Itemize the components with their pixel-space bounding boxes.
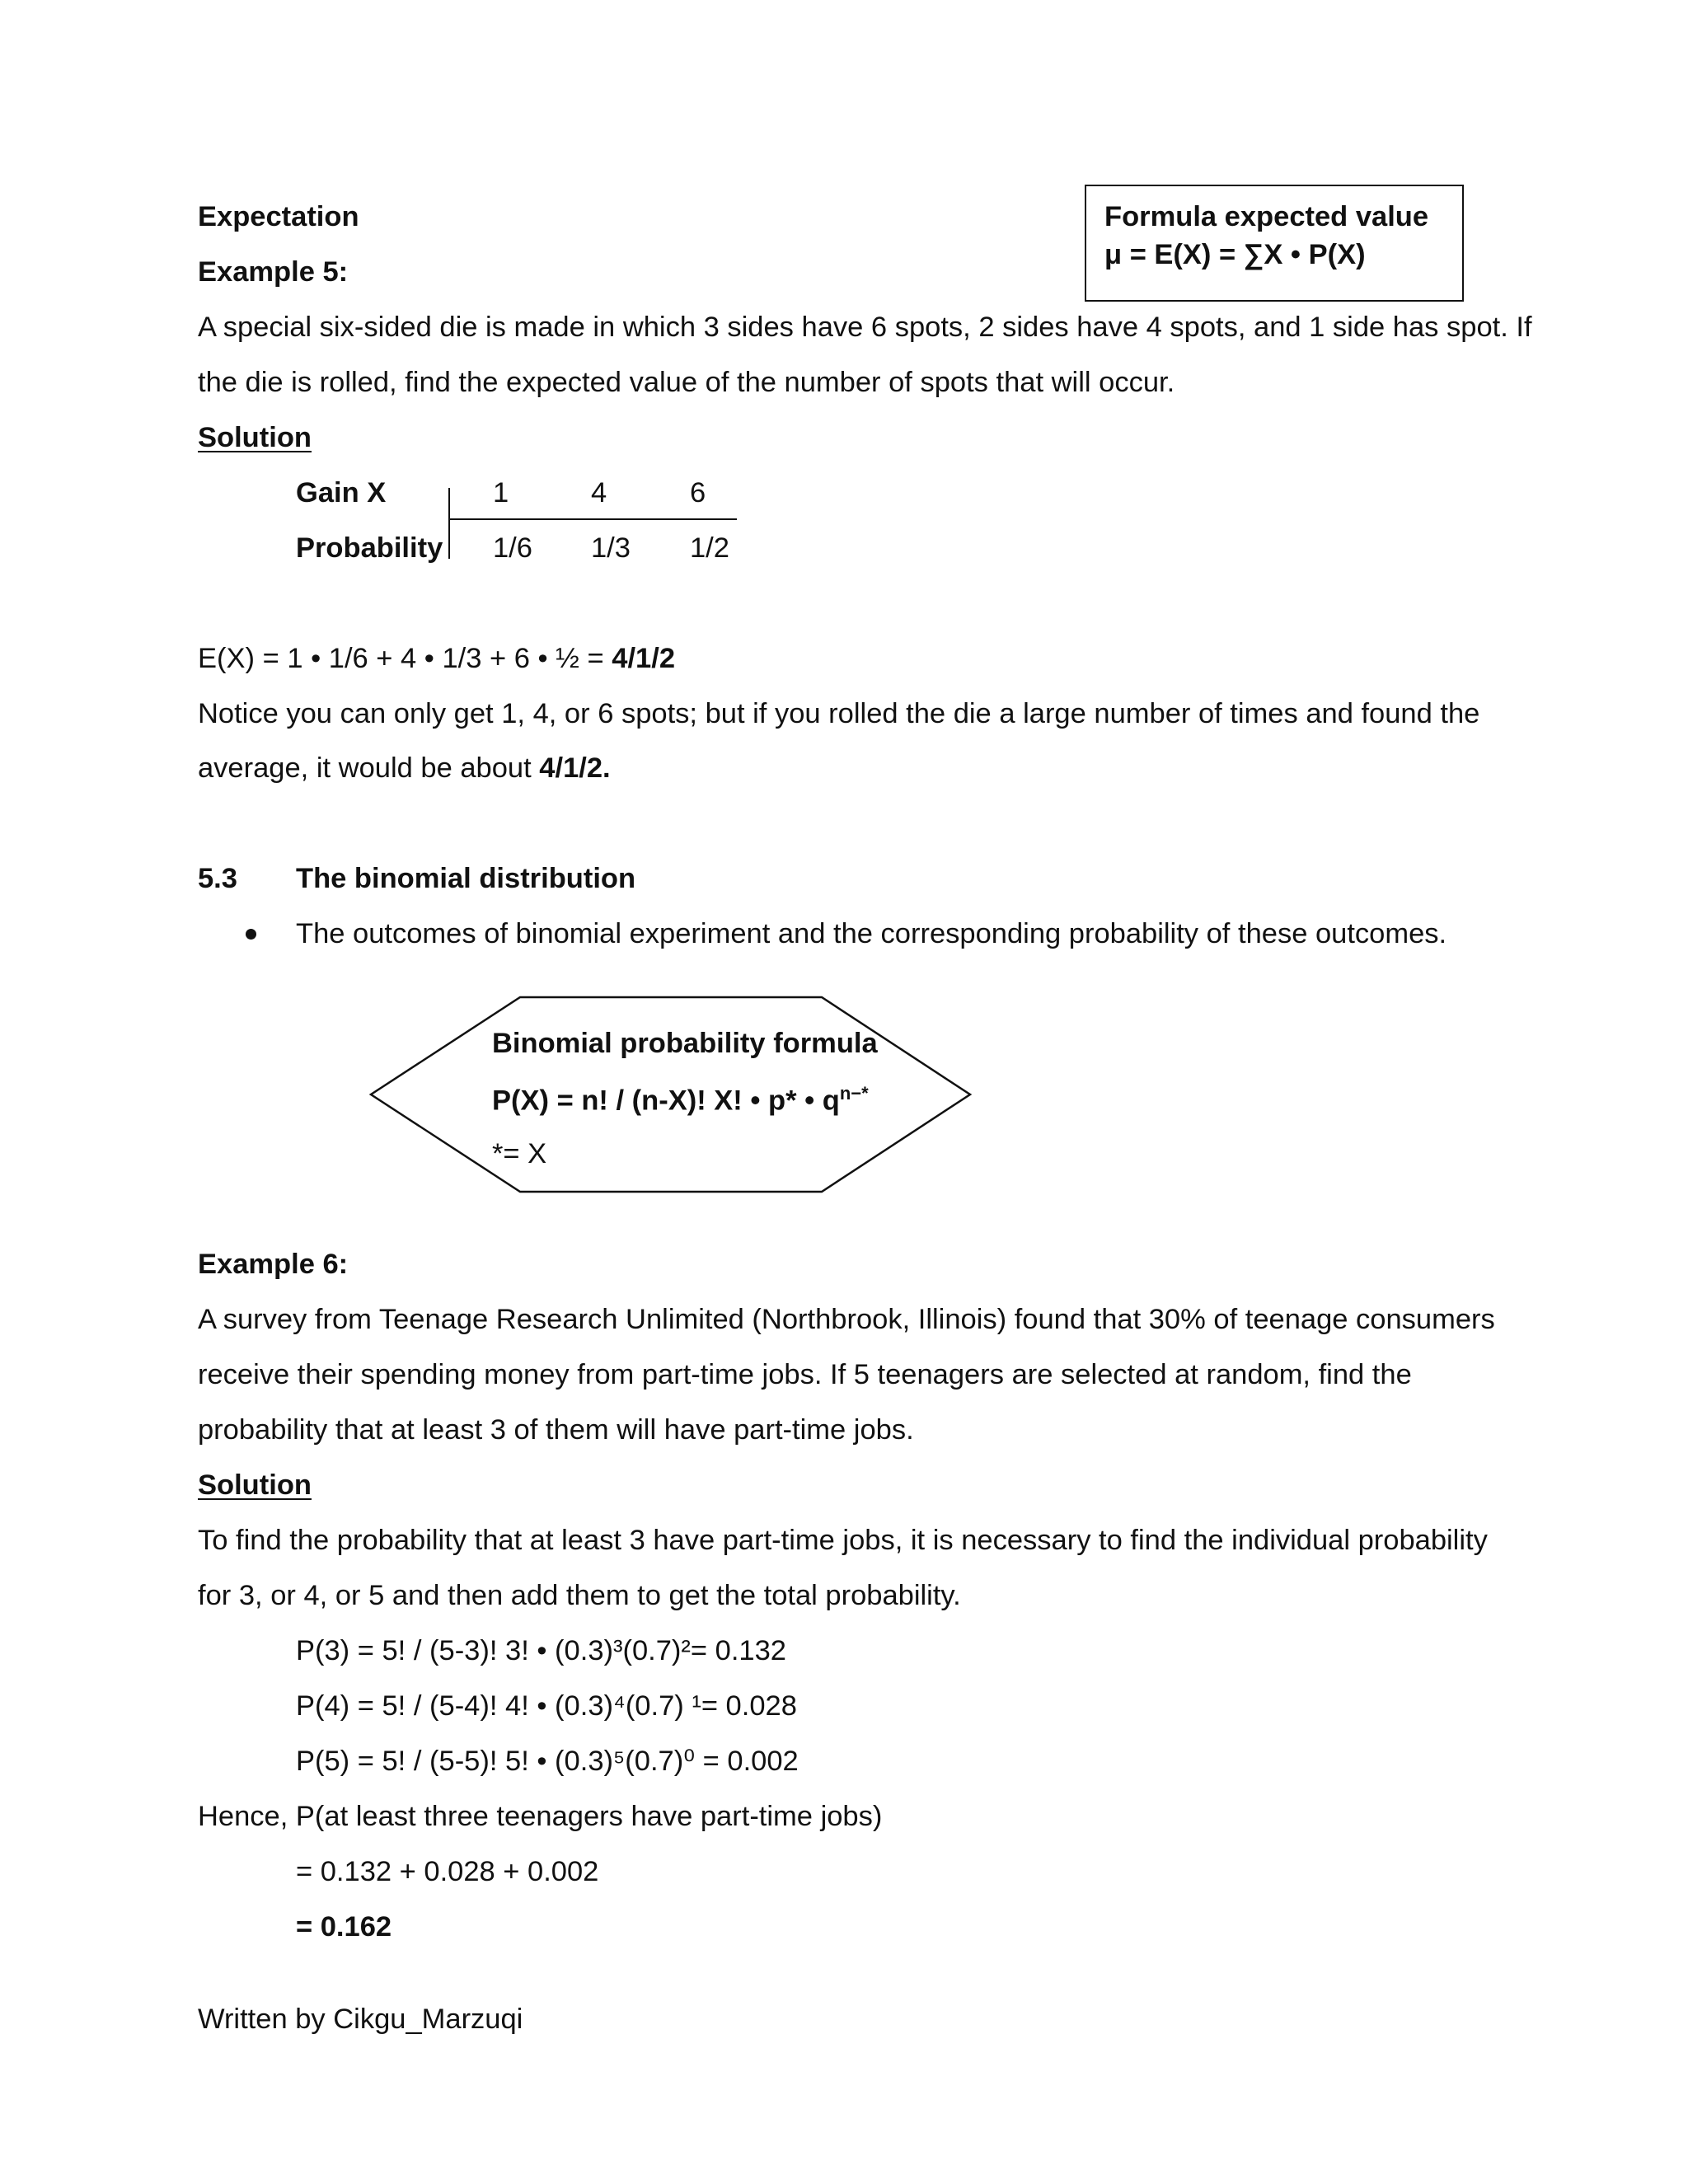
notice-result: 4/1/2. <box>539 752 611 784</box>
probability-p3: P(3) = 5! / (5-3)! 3! • (0.3)³(0.7)²= 0.132 <box>296 1635 786 1666</box>
probability-total: = 0.162 <box>296 1911 392 1943</box>
example6-label: Example 6: <box>198 1249 349 1280</box>
table-cell: 1/6 <box>493 532 532 564</box>
binomial-formula-title: Binomial probability formula <box>492 1028 878 1059</box>
equation-result: 4/1/2 <box>612 643 676 674</box>
binomial-formula-main: P(X) = n! / (n-X)! X! • p* • q <box>492 1085 840 1117</box>
hence-statement: Hence, P(at least three teenagers have part-time jobs) <box>198 1801 883 1832</box>
binomial-formula-exponent: n−* <box>839 1083 869 1104</box>
example6-line3: probability that at least 3 of them will have part-time jobs. <box>198 1414 914 1446</box>
section-title: The binomial distribution <box>296 863 636 894</box>
footer-author: Written by Cikgu_Marzuqi <box>198 2004 523 2035</box>
page-heading: Expectation <box>198 201 359 232</box>
equation-text: E(X) = 1 • 1/6 + 4 • 1/3 + 6 • ½ = <box>198 643 612 674</box>
formula-box-formula: μ = E(X) = ∑X • P(X) <box>1104 239 1366 270</box>
probability-p5: P(5) = 5! / (5-5)! 5! • (0.3)⁵(0.7)⁰ = 0.002 <box>296 1746 799 1777</box>
bullet-dot-icon <box>246 929 256 940</box>
notice-line1: Notice you can only get 1, 4, or 6 spots; but if you rolled the die a large number of times and found the <box>198 698 1480 729</box>
formula-box-title: Formula expected value <box>1104 201 1429 232</box>
table-cell: 4 <box>591 477 607 509</box>
table-cell: 1/3 <box>591 532 631 564</box>
table-row1-header: Gain X <box>296 477 387 509</box>
section-number: 5.3 <box>198 863 237 894</box>
table-cell: 1 <box>493 477 509 509</box>
probability-p4: P(4) = 5! / (5-4)! 4! • (0.3)⁴(0.7) ¹= 0.028 <box>296 1690 797 1722</box>
notice-text: average, it would be about <box>198 752 540 784</box>
table-row2-header: Probability <box>296 532 443 564</box>
example5-text-line1: A special six-sided die is made in which 3 sides have 6 spots, 2 sides have 4 spots, and 1 side has spot. If <box>198 312 1532 343</box>
example5-solution-label: Solution <box>198 422 312 453</box>
example6-line2: receive their spending money from part-time jobs. If 5 teenagers are selected at random, find the <box>198 1359 1412 1390</box>
expected-value-equation <box>198 644 675 673</box>
example6-solution-line2: for 3, or 4, or 5 and then add them to get the total probability. <box>198 1580 961 1611</box>
table-vertical-rule <box>448 488 450 559</box>
table-cell: 6 <box>690 477 706 509</box>
example6-solution-line1: To find the probability that at least 3 have part-time jobs, it is necessary to find the individual probability <box>198 1525 1488 1556</box>
table-horizontal-rule <box>450 518 737 520</box>
notice-line2 <box>198 754 611 783</box>
probability-sum: = 0.132 + 0.028 + 0.002 <box>296 1856 599 1887</box>
binomial-formula-note: *= X <box>492 1138 547 1169</box>
example5-text-line2: the die is rolled, find the expected value of the number of spots that will occur. <box>198 367 1175 398</box>
example6-line1: A survey from Teenage Research Unlimited (Northbrook, Illinois) found that 30% of teenage consumers <box>198 1304 1495 1335</box>
example5-label: Example 5: <box>198 256 349 288</box>
binomial-formula <box>492 1085 869 1115</box>
example6-solution-label: Solution <box>198 1469 312 1501</box>
table-cell: 1/2 <box>690 532 729 564</box>
section-bullet-text: The outcomes of binomial experiment and the corresponding probability of these outcomes. <box>296 918 1447 949</box>
